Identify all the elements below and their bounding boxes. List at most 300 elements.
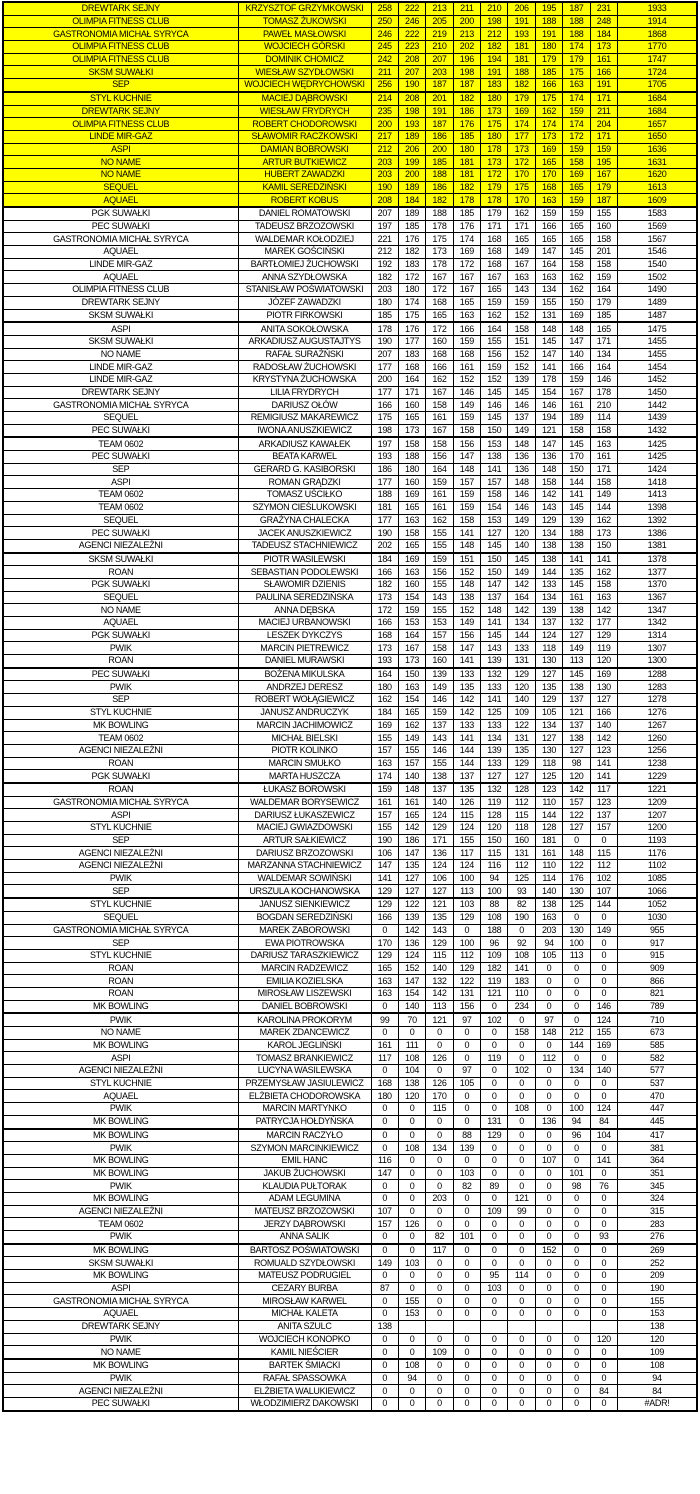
score-cell: 137 [563,694,590,707]
score-cell: 0 [371,1065,398,1078]
score-cell [426,1320,453,1333]
team-cell: ROAN [3,783,238,796]
table-row [3,898,697,911]
score-cell: 125 [481,706,508,719]
score-cell: 158 [508,322,535,335]
score-cell: 132 [481,668,508,681]
score-cell: 212 [371,143,398,156]
table-row [3,296,697,309]
score-cell: 179 [535,53,562,66]
score-cell: 93 [508,885,535,898]
score-cell: 203 [371,156,398,169]
score-cell: 175 [481,118,508,131]
total-cell: 108 [618,1359,697,1372]
total-cell: 1933 [618,2,697,15]
score-cell: 174 [398,296,425,309]
team-cell: TEAM 0602 [3,501,238,514]
score-cell: 166 [371,617,398,630]
score-cell: 0 [508,1282,535,1295]
score-cell: 147 [398,975,425,988]
score-cell: 0 [426,1308,453,1321]
score-cell: 117 [590,783,617,796]
score-cell: 115 [590,847,617,860]
total-cell: 1455 [618,335,697,348]
score-cell: 0 [398,1154,425,1167]
player-cell: ROBERT KOBUS [238,194,371,207]
team-cell: DREWTARK SEJNY [3,386,238,399]
table-row [3,732,697,745]
table-row [3,361,697,374]
score-cell: 115 [426,1103,453,1116]
score-cell: 0 [371,1295,398,1308]
player-cell: SEBASTIAN PODOLEWSKI [238,566,371,579]
score-cell: 133 [481,719,508,732]
score-cell: 0 [371,924,398,937]
score-cell: 0 [563,1077,590,1090]
score-cell: 0 [563,1346,590,1359]
score-cell: 137 [481,591,508,604]
table-row [3,1282,697,1295]
score-cell: 0 [508,1346,535,1359]
table-row [3,757,697,770]
score-cell: 143 [426,591,453,604]
score-cell: 159 [535,207,562,220]
score-cell: 70 [398,1013,425,1026]
total-cell: 1052 [618,898,697,911]
score-cell: 172 [426,284,453,297]
score-cell: 181 [371,501,398,514]
total-cell: 470 [618,1090,697,1103]
score-cell: 126 [426,1052,453,1065]
score-cell: 144 [535,809,562,822]
total-cell: 1425 [618,451,697,464]
score-cell: 158 [481,489,508,502]
score-cell: 0 [508,1372,535,1385]
team-cell: AQUAEL [3,271,238,284]
player-cell: MICHAŁ KALETA [238,1308,371,1321]
score-cell: 0 [481,1167,508,1180]
score-cell: 106 [371,847,398,860]
score-cell: 185 [426,156,453,169]
player-cell: PAULINA SEREDZIŃSKA [238,591,371,604]
table-row [3,1372,697,1385]
score-cell: 183 [481,79,508,92]
score-cell: 124 [453,860,480,873]
score-cell: 159 [426,476,453,489]
score-cell: 0 [508,1129,535,1142]
score-cell: 181 [508,41,535,54]
team-cell: NO NAME [3,1027,238,1040]
score-cell: 163 [590,437,617,450]
score-cell: 169 [371,719,398,732]
total-cell: 789 [618,1000,697,1013]
table-row [3,463,697,476]
team-cell: ASPI [3,809,238,822]
player-cell: WIESŁAW SZYDŁOWSKI [238,66,371,79]
score-cell: 0 [481,1257,508,1270]
score-cell: 0 [453,1039,480,1052]
score-cell: 109 [426,1346,453,1359]
score-cell: 0 [426,1039,453,1052]
player-cell: WŁODZIMIERZ DAKOWSKI [238,1397,371,1410]
score-cell: 197 [371,220,398,233]
table-row [3,809,697,822]
score-cell: 181 [508,53,535,66]
total-cell: 582 [618,1052,697,1065]
score-cell: 149 [508,246,535,259]
table-row [3,783,697,796]
score-cell: 169 [398,553,425,566]
team-cell: PWIK [3,642,238,655]
score-cell: 162 [590,566,617,579]
score-cell: 168 [371,629,398,642]
team-cell: NO NAME [3,604,238,617]
total-cell: 1392 [618,514,697,527]
score-cell: 156 [453,1000,480,1013]
score-cell: 173 [371,642,398,655]
score-cell: 182 [453,92,480,105]
score-cell: 155 [426,604,453,617]
score-cell: 145 [508,553,535,566]
player-cell: REMIGIUSZ MAKAREWICZ [238,412,371,425]
score-cell: 131 [535,309,562,322]
score-cell: 0 [453,1218,480,1231]
score-cell: 248 [590,15,617,28]
score-cell: 178 [453,194,480,207]
score-cell: 176 [563,872,590,885]
score-cell: 157 [481,476,508,489]
score-cell: 167 [426,386,453,399]
score-cell: 0 [481,1065,508,1078]
score-cell: 0 [563,1270,590,1283]
score-cell: 0 [563,1090,590,1103]
total-cell: 1085 [618,872,697,885]
player-cell: ANNA SALIK [238,1231,371,1244]
score-cell: 0 [398,1231,425,1244]
score-cell: 149 [563,642,590,655]
score-cell: 163 [563,79,590,92]
score-cell: 147 [563,335,590,348]
table-row [3,642,697,655]
score-cell: 132 [481,783,508,796]
team-cell: AGENCI NIEZALEŻNI [3,1385,238,1398]
total-cell: 1307 [618,642,697,655]
score-cell: 172 [426,322,453,335]
score-cell: 177 [371,476,398,489]
score-cell: 161 [590,53,617,66]
team-cell: PEC SUWAŁKI [3,424,238,437]
table-row [3,501,697,514]
score-cell: 178 [426,258,453,271]
score-cell: 0 [590,1244,617,1257]
score-cell: 103 [453,898,480,911]
score-cell: 165 [508,233,535,246]
score-cell: 148 [563,322,590,335]
score-cell: 138 [535,898,562,911]
score-cell: 0 [535,1103,562,1116]
score-cell: 127 [481,770,508,783]
team-cell: OLIMPIA FITNESS CLUB [3,118,238,131]
score-cell: 155 [590,1027,617,1040]
player-cell: GRAŻYNA CHALECKA [238,514,371,527]
score-cell: 0 [590,1218,617,1231]
score-cell: 163 [508,271,535,284]
score-cell: 171 [508,220,535,233]
score-cell: 129 [481,1129,508,1142]
score-cell: 0 [481,1244,508,1257]
score-cell: 0 [563,1231,590,1244]
score-cell: 106 [426,872,453,885]
total-cell: 1066 [618,885,697,898]
score-cell: 162 [590,514,617,527]
score-cell: 0 [535,987,562,1000]
score-cell: 168 [426,348,453,361]
total-cell: 1684 [618,92,697,105]
team-cell: PGK SUWAŁKI [3,770,238,783]
score-cell: 144 [590,898,617,911]
table-row [3,1218,697,1231]
score-cell: 136 [535,1115,562,1128]
score-cell: 162 [563,271,590,284]
score-cell: 170 [508,168,535,181]
score-cell: 100 [563,937,590,950]
score-cell: 134 [563,1065,590,1078]
score-cell: 179 [481,181,508,194]
score-cell: 131 [508,732,535,745]
score-cell: 159 [563,207,590,220]
score-cell: 148 [563,847,590,860]
player-cell: DANIEL ROMATOWSKI [238,207,371,220]
score-cell: 183 [508,975,535,988]
score-cell: 0 [535,1180,562,1193]
score-cell: 136 [508,451,535,464]
score-cell: 167 [453,284,480,297]
score-cell: 120 [508,681,535,694]
score-cell: 0 [398,1205,425,1218]
score-cell: 0 [590,1142,617,1155]
player-cell: PRZEMYSŁAW JASIULEWICZ [238,1077,371,1090]
table-row [3,79,697,92]
team-cell: SKSM SUWAŁKI [3,66,238,79]
score-cell: 0 [481,1027,508,1040]
score-cell: 0 [453,1052,480,1065]
score-cell: 0 [481,1295,508,1308]
table-row [3,1192,697,1205]
score-cell: 193 [398,118,425,131]
score-cell: 188 [563,15,590,28]
score-cell: 196 [453,53,480,66]
score-cell: 0 [426,1270,453,1283]
total-cell: 537 [618,1077,697,1090]
score-cell: 104 [590,1129,617,1142]
score-cell: 0 [371,1359,398,1372]
score-cell: 0 [453,1308,480,1321]
table-row [3,1013,697,1026]
total-cell: 1102 [618,860,697,873]
score-cell: 158 [453,424,480,437]
team-cell: GASTRONOMIA MICHAŁ SYRYCA [3,1295,238,1308]
score-cell: 143 [481,642,508,655]
score-cell: 127 [535,732,562,745]
team-cell: DREWTARK SEJNY [3,2,238,15]
score-cell: 123 [590,744,617,757]
table-row [3,2,697,15]
team-cell: SKSM SUWAŁKI [3,309,238,322]
score-cell: 97 [453,1065,480,1078]
total-cell: 955 [618,924,697,937]
score-cell: 165 [563,220,590,233]
player-cell: LILIA FRYDRYCH [238,386,371,399]
team-cell: AQUAEL [3,1308,238,1321]
player-cell: KLAUDIA PUŁTORAK [238,1180,371,1193]
score-cell: 211 [371,66,398,79]
score-cell: 157 [398,757,425,770]
team-cell: AQUAEL [3,194,238,207]
score-cell: 121 [481,987,508,1000]
score-cell: 0 [535,1359,562,1372]
score-cell: 129 [371,898,398,911]
score-cell: 158 [535,476,562,489]
score-cell: 132 [563,617,590,630]
total-cell: 1030 [618,911,697,924]
score-cell: 191 [590,79,617,92]
table-row [3,1167,697,1180]
score-cell: 0 [563,1154,590,1167]
team-cell: PWIK [3,872,238,885]
table-row [3,1000,697,1013]
score-cell: 163 [398,566,425,579]
score-cell: 182 [481,41,508,54]
total-cell: 710 [618,1013,697,1026]
score-cell: 185 [398,220,425,233]
score-cell: 0 [481,1103,508,1116]
table-row [3,1142,697,1155]
score-cell: 144 [508,629,535,642]
score-cell: 149 [371,1257,398,1270]
score-cell: 135 [508,744,535,757]
score-cell: 0 [371,1103,398,1116]
score-cell: 171 [426,834,453,847]
score-cell: 0 [481,1385,508,1398]
score-cell: 113 [563,655,590,668]
score-cell: 147 [535,246,562,259]
score-cell: 158 [590,578,617,591]
score-cell: 152 [453,373,480,386]
table-row [3,15,697,28]
total-cell: 315 [618,1205,697,1218]
score-cell: 201 [426,92,453,105]
score-cell: 141 [563,553,590,566]
score-cell: 150 [398,668,425,681]
score-cell: 113 [426,1000,453,1013]
table-row [3,1103,697,1116]
score-cell: 177 [398,335,425,348]
player-cell: JAKUB ŻUCHOWSKI [238,1167,371,1180]
score-cell: 127 [535,668,562,681]
score-cell: 169 [535,143,562,156]
table-row [3,1320,697,1333]
score-cell: 137 [563,719,590,732]
team-cell: SEQUEL [3,412,238,425]
table-row [3,476,697,489]
score-cell: 173 [426,246,453,259]
score-cell: 0 [508,1013,535,1026]
score-cell: 0 [371,1397,398,1410]
player-cell: DOMINIK CHOMICZ [238,53,371,66]
team-cell: OLIMPIA FITNESS CLUB [3,41,238,54]
score-cell: 0 [426,1205,453,1218]
total-cell: 1439 [618,412,697,425]
team-cell: AGENCI NIEZALEŻNI [3,847,238,860]
score-cell: 180 [398,463,425,476]
score-cell: 199 [398,156,425,169]
score-cell: 0 [590,1359,617,1372]
total-cell: 1450 [618,386,697,399]
table-row [3,860,697,873]
score-cell: 122 [508,719,535,732]
score-cell: 126 [453,796,480,809]
score-cell: 87 [371,1282,398,1295]
score-cell: 125 [563,898,590,911]
score-cell: 0 [453,1192,480,1205]
score-cell: 159 [590,271,617,284]
score-cell: 0 [426,1027,453,1040]
score-cell: 114 [508,1270,535,1283]
player-cell: RAFAŁ SURAŻŃSKI [238,348,371,361]
score-cell: 120 [590,655,617,668]
score-cell: 152 [508,361,535,374]
score-cell: 127 [563,629,590,642]
player-cell: SŁAWOMIR RACZKOWSKI [238,130,371,143]
score-cell: 0 [481,1346,508,1359]
score-cell: 180 [398,284,425,297]
score-cell: 98 [563,757,590,770]
score-cell: 140 [398,1000,425,1013]
score-cell: 163 [371,975,398,988]
score-cell: 132 [426,975,453,988]
score-cell: 0 [590,987,617,1000]
score-cell: 167 [508,258,535,271]
score-cell: 0 [563,1295,590,1308]
player-cell: BARTEK ŚMIACKI [238,1359,371,1372]
score-cell: 189 [398,130,425,143]
score-cell: 0 [563,1257,590,1270]
team-cell: MK BOWLING [3,1129,238,1142]
player-cell: BARTOSZ POŚWIATOWSKI [238,1244,371,1257]
score-cell: 177 [508,130,535,143]
score-cell: 172 [481,168,508,181]
score-cell: 0 [508,1385,535,1398]
score-cell: 0 [508,1180,535,1193]
score-cell: 129 [453,962,480,975]
score-cell: 135 [426,911,453,924]
score-cell: 156 [481,348,508,361]
team-cell: PEC SUWAŁKI [3,668,238,681]
score-cell: 168 [481,246,508,259]
player-cell: RAFAŁ SPASSOWKA [238,1372,371,1385]
score-cell: 141 [453,527,480,540]
score-cell: 113 [563,949,590,962]
score-cell: 134 [508,617,535,630]
player-cell: SZYMON MARCINKIEWICZ [238,1142,371,1155]
team-cell: SEQUEL [3,514,238,527]
score-cell: 157 [563,796,590,809]
score-cell: 0 [508,1308,535,1321]
score-cell: 0 [426,1218,453,1231]
score-cell: 173 [398,424,425,437]
score-cell: 145 [563,246,590,259]
player-cell: MACIEJ URBANOWSKI [238,617,371,630]
